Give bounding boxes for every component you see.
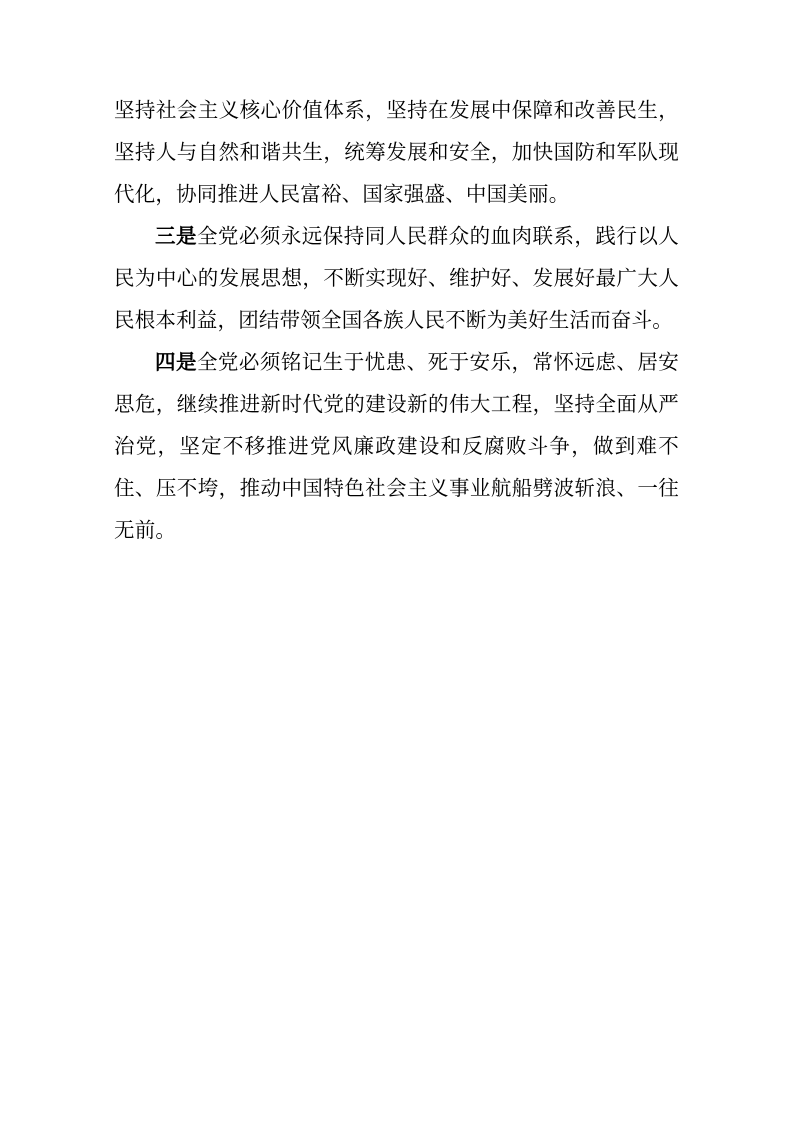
document-body (114, 90, 679, 552)
paragraph-3-lead: 四是 (155, 352, 197, 374)
paragraph-3 (114, 342, 679, 552)
paragraph-2-text: 全党必须永远保持同人民群众的血肉联系，践行以人民为中心的发展思想，不断实现好、维护好、发展好最广大人民根本利益，团结带领全国各族人民不断为美好生活而奋斗。 (114, 226, 679, 332)
paragraph-1 (114, 90, 679, 216)
paragraph-2-lead: 三是 (155, 226, 197, 248)
paragraph-3-text: 全党必须铭记生于忧患、死于安乐，常怀远虑、居安思危，继续推进新时代党的建设新的伟大工程，坚持全面从严治党，坚定不移推进党风廉政建设和反腐败斗争，做到难不住、压不垮，推动中国特色社会主义事业航船劈波斩浪、一往无前。 (114, 352, 679, 542)
paragraph-2 (114, 216, 679, 342)
paragraph-1-text: 坚持社会主义核心价值体系，坚持在发展中保障和改善民生，坚持人与自然和谐共生，统筹发展和安全，加快国防和军队现代化，协同推进人民富裕、国家强盛、中国美丽。 (114, 100, 679, 206)
